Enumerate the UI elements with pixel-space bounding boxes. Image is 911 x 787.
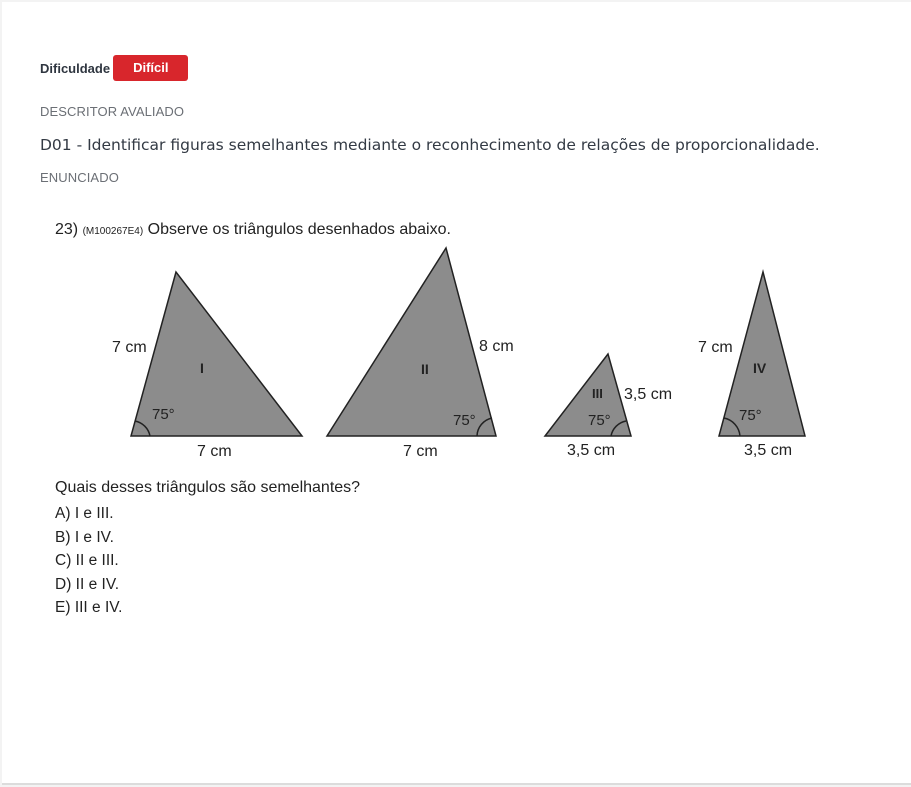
option-text: I e III. [74,505,114,522]
option-text: II e IV. [75,575,120,593]
statement-section-label: ENUNCIADO [40,170,119,185]
base-label: 7 cm [403,443,438,460]
base-label: 3,5 cm [567,442,616,459]
triangle-label: I [200,360,204,376]
angle-label: 75° [453,412,476,429]
difficulty-label: Dificuldade [40,60,111,76]
descriptor-section-label: DESCRITOR AVALIADO [40,104,185,119]
option-b[interactable] [55,526,123,550]
option-letter: A) [55,505,71,522]
option-a[interactable] [55,502,123,526]
angle-label: 75° [739,407,762,424]
base-label: 3,5 cm [744,442,793,459]
option-letter: C) [55,552,72,569]
angle-label: 75° [152,406,175,423]
question-code: (M100267E4) [82,226,144,237]
question-text: Observe os triângulos desenhados abaixo. [147,221,451,238]
triangle-iii [545,354,672,459]
side-label: 8 cm [479,338,514,355]
side-label: 3,5 cm [624,386,673,403]
option-d[interactable] [55,573,123,597]
question-number: 23) [55,221,79,238]
angle-label: 75° [588,412,611,429]
option-text: III e IV. [74,599,123,616]
option-c[interactable] [55,549,123,573]
answer-options [55,502,123,620]
triangle-label: II [421,361,429,377]
option-letter: B) [55,528,71,546]
side-label: 7 cm [112,339,147,356]
option-e[interactable] [55,596,123,620]
triangle-label: III [592,386,603,401]
triangle-i [112,272,302,460]
triangle-ii [327,248,514,460]
option-letter: E) [55,599,71,616]
option-letter: D) [55,575,72,593]
triangle-iv [698,272,805,459]
question-prompt: Quais desses triângulos são semelhantes? [55,479,361,496]
descriptor-text: D01 - Identificar figuras semelhantes mediante o reconhecimento de relações de proporcionalidade. [40,136,820,154]
option-text: I e IV. [74,528,114,546]
difficulty-badge: Difícil [113,55,188,81]
option-text: II e III. [75,552,119,569]
base-label: 7 cm [197,443,232,460]
side-label: 7 cm [698,339,733,356]
triangle-label: IV [753,360,767,376]
